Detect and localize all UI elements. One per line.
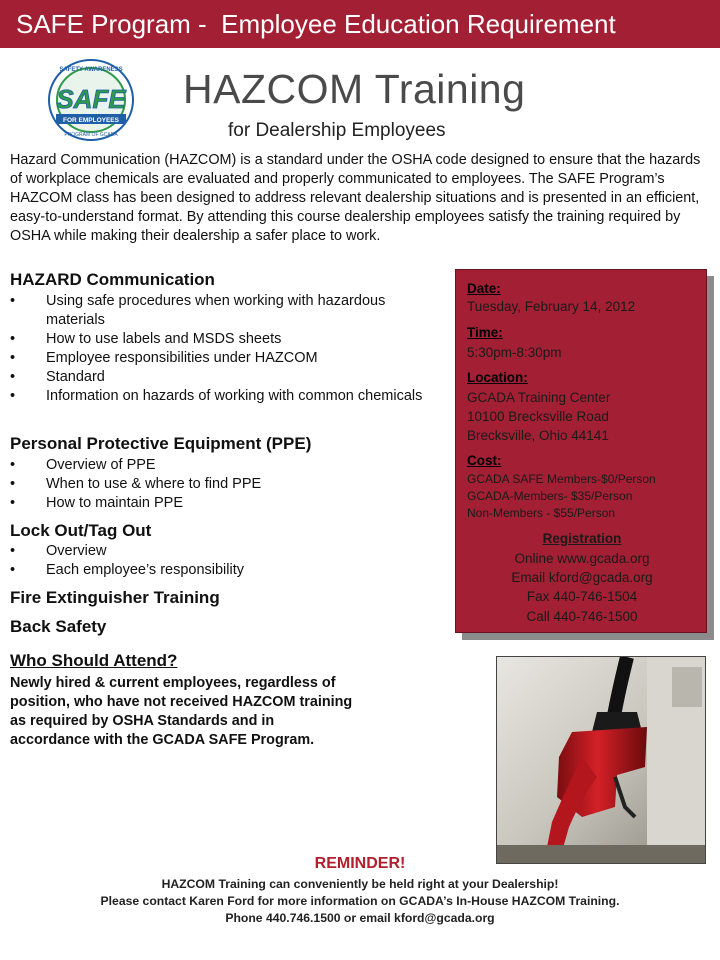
list-item — [10, 368, 440, 387]
safe-logo-graphic — [46, 56, 136, 144]
bullet-text: Overview of PPE — [46, 457, 156, 473]
list-item — [10, 542, 440, 561]
attend-paragraph: Newly hired & current employees, regardless of position, who have not received HAZCOM training as required by OSHA Standards and in accordance with the GCADA SAFE Program. — [10, 675, 353, 748]
bullet-text: How to maintain PPE — [46, 495, 184, 511]
bullet-text: Standard — [46, 369, 105, 385]
heading-back-safety: Back Safety — [10, 617, 107, 636]
lockout-bullet-list — [10, 542, 440, 580]
date-label: Date: — [467, 281, 501, 296]
logo-banner-text: FOR EMPLOYEES — [63, 117, 119, 124]
bullet-text: Employee responsibilities under HAZCOM — [46, 350, 318, 366]
bullet-icon: • — [10, 350, 16, 366]
bullet-icon: • — [10, 562, 16, 578]
bullet-icon: • — [10, 331, 16, 347]
time-value: 5:30pm-8:30pm — [467, 345, 562, 360]
bullet-text: Each employee’s responsibility — [46, 562, 245, 578]
bullet-icon: • — [10, 388, 16, 404]
reminder-title: REMINDER! — [314, 855, 406, 872]
bullet-icon: • — [10, 495, 16, 511]
location-label: Location: — [467, 370, 528, 385]
heading-lockout-tagout: Lock Out/Tag Out — [10, 521, 152, 540]
date-value: Tuesday, February 14, 2012 — [467, 299, 636, 314]
list-item — [10, 456, 440, 475]
list-item — [10, 349, 440, 368]
cost-line: GCADA-Members- $35/Person — [467, 489, 633, 503]
logo-bottom-text: PROGRAM OF GCADA — [64, 132, 118, 138]
location-line: Brecksville, Ohio 44141 — [467, 428, 609, 443]
location-line: 10100 Brecksville Road — [467, 409, 609, 424]
logo-word: SAFE — [56, 84, 126, 114]
bullet-text: Information on hazards of working with common chemicals — [46, 388, 423, 404]
list-item — [10, 387, 440, 406]
list-item — [10, 561, 440, 580]
cost-line: GCADA SAFE Members-$0/Person — [467, 472, 656, 486]
bullet-text: How to use labels and MSDS sheets — [46, 331, 282, 347]
hazard-bullet-list — [10, 292, 440, 406]
list-item — [10, 475, 440, 494]
cost-label: Cost: — [467, 453, 502, 468]
bullet-icon: • — [10, 543, 16, 559]
page-title: HAZCOM Training — [183, 66, 526, 112]
fuel-nozzle-illustration — [497, 657, 706, 864]
heading-who-should-attend: Who Should Attend? — [10, 651, 178, 670]
list-item — [10, 292, 440, 330]
bullet-text: Using safe procedures when working with hazardous materials — [46, 293, 386, 328]
registration-online[interactable]: Online www.gcada.org — [514, 551, 650, 566]
list-item — [10, 494, 440, 513]
logo-top-text: SAFETY AWARENESS — [59, 67, 123, 73]
registration-fax: Fax 440-746-1504 — [526, 589, 638, 604]
cost-line: Non-Members - $55/Person — [467, 506, 616, 520]
heading-fire-extinguisher: Fire Extinguisher Training — [10, 588, 220, 607]
bullet-icon: • — [10, 457, 16, 473]
registration-label: Registration — [542, 531, 622, 546]
event-info-box — [455, 269, 707, 633]
registration-phone: Call 440-746-1500 — [526, 609, 638, 624]
fuel-nozzle-photo — [496, 656, 706, 864]
bullet-text: When to use & where to find PPE — [46, 476, 262, 492]
time-label: Time: — [467, 325, 503, 340]
reminder-line: Phone 440.746.1500 or email kford@gcada.org — [225, 911, 495, 925]
reminder-line: Please contact Karen Ford for more information on GCADA’s In-House HAZCOM Training. — [100, 894, 620, 908]
header-bar — [0, 0, 720, 48]
photo-window-frame — [672, 667, 702, 707]
intro-paragraph: Hazard Communication (HAZCOM) is a standard under the OSHA code designed to ensure that the hazards of workplace chemicals are evaluated and properly communicated to employees. The SAFE Program’s HAZCOM class has been designed to address relevant dealership situations and is presented in an efficient, easy-to-understand format. By attending this course dealership employees satisfy the training required by OSHA while making their dealership a safer place to work. — [10, 152, 701, 244]
safe-logo — [46, 56, 136, 144]
list-item — [10, 330, 440, 349]
location-line: GCADA Training Center — [467, 390, 611, 405]
bullet-icon: • — [10, 476, 16, 492]
heading-hazard-communication: HAZARD Communication — [10, 270, 215, 289]
reminder-line: HAZCOM Training can conveniently be held right at your Dealership! — [161, 877, 559, 891]
bullet-icon: • — [10, 369, 16, 385]
ppe-bullet-list — [10, 456, 440, 513]
bullet-icon: • — [10, 293, 16, 309]
bullet-text: Overview — [46, 543, 107, 559]
heading-ppe: Personal Protective Equipment (PPE) — [10, 434, 312, 453]
registration-email[interactable]: Email kford@gcada.org — [511, 570, 653, 585]
page-subtitle: for Dealership Employees — [228, 120, 446, 141]
header-title: SAFE Program - Employee Education Requirement — [16, 9, 616, 39]
